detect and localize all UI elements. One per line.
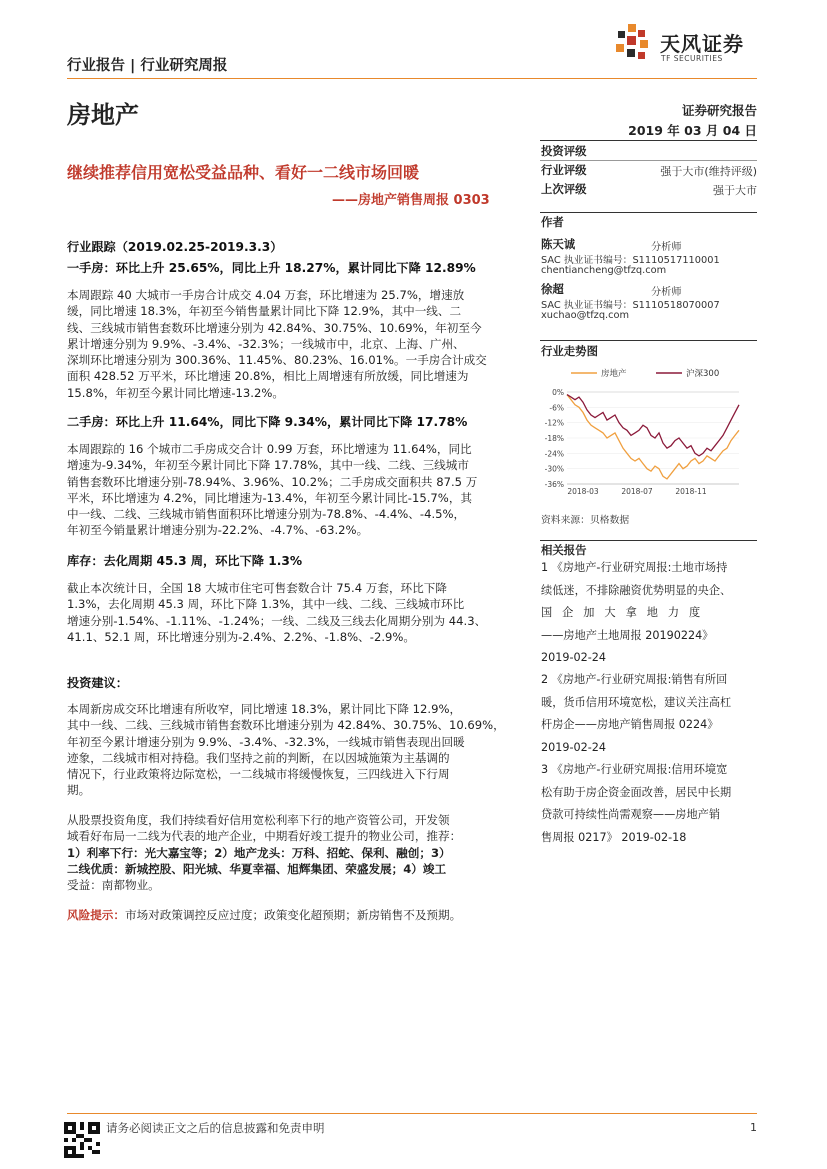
new-home-heading: 一手房：环比上升 25.65%，同比上升 18.27%，累计同比下降 12.89% [67,261,476,275]
related-report-1: 1 《房地产-行业研究周报:土地市场持 续低迷，不排除融资优势明显的央企、 国 企 加 大 拿 地 力 度 ——房地产土地周报 20190224》 2019-02-24 [541,561,732,665]
chart-ytick-label: -18% [544,434,564,443]
brand-logo [612,22,762,70]
rating-label: 行业评级 [541,163,587,177]
report-date: 2019 年 03 月 04 日 [628,123,757,138]
risk-paragraph [67,907,522,923]
chart-xtick-label: 2018-11 [675,487,707,496]
chart-xtick-label: 2018-03 [567,487,599,496]
stock-paragraph: 从股票投资角度，我们持续看好信用宽松利率下行的地产资管公司，开发领 域看好布局一二线为代表的地产企业，中期看好竣工提升的物业公司，推荐： 1）利率下行：光大嘉宝等；2）地产龙头：万科、招蛇、保利、融创；3） 二线优质：新城控股、阳光城、华夏幸福、旭辉集团、荣盛发展；4）竣工 受益：南都物业。 [67,813,462,893]
second-home-paragraph: 本周跟踪的 16 个城市二手房成交合计 0.99 万套，环比增速为 11.64%，同比 增速为-9.34%，年初至今累计同比下降 17.78%，其中一线、二线、三线城市 销售套数环比增速分别-78.94%、3.96%、10.2%；二手房成交面积共 87.5 万 平米，环比增速为 4.2%，同比增速为-13.4%，年初至今累计同比-15.7%，其 中一线、二线、三线城市销售面积环比增速分别为-78.8%、-4.4%、-4.5%， 年初至今销量累计增速分别为-22.2%、-4.7%、-63.2%。 [67,442,478,538]
rating-heading: 投资评级 [541,144,587,158]
rating-value: 强于大市(维持评级) [660,165,757,178]
chart-ytick-label: -30% [544,464,564,474]
inventory-heading: 库存：去化周期 45.3 周，环比下降 1.3% [67,554,303,568]
prev-rating-label: 上次评级 [541,182,587,196]
breadcrumb: 行业报告 | 行业研究周报 [67,58,228,74]
related-report-3: 3 《房地产-行业研究周报:信用环境宽 松有助于房企资金面改善，居民中长期 贷款可持续性尚需观察——房地产销 售周报 0217》 2019-02-18 [541,763,732,844]
tracking-heading: 行业跟踪（2019.02.25-2019.3.3） [67,240,283,254]
brand-name-en: TF SECURITIES [661,54,723,63]
advice-heading: 投资建议： [67,676,128,690]
report-subtitle: ——房地产销售周报 0303 [332,193,490,208]
inventory-paragraph: 截止本次统计日，全国 18 大城市住宅可售套数合计 75.4 万套，环比下降 1.3%，去化周期 45.3 周，环比下降 1.3%，其中一线、二线、三线城市环比 增速分别-1.54%、-1.11%、-1.24%；一线、二线及三线去化周期分别为 44.3、 41.1、52.1 周，环比增速分别为-2.4%、2.2%、-1.8%、-2.9%。 [67,581,487,644]
author-heading: 作者 [541,215,564,229]
report-type: 证券研究报告 [681,103,757,118]
trend-rule [540,340,757,341]
author-1-name: 陈天诚 [541,237,576,251]
chart-xtick-label: 2018-07 [621,487,653,496]
page-number: 1 [750,1121,757,1134]
chart-ytick-label: -24% [544,449,564,459]
trend-heading: 行业走势图 [541,344,598,358]
chart-legend-label: 房地产 [601,369,627,379]
logo-mark-icon [612,22,656,66]
chart-series-line-1 [567,395,739,456]
related-report-2: 2 《房地产-行业研究周报:销售有所回 暖，货币信用环境宽松，建议关注高杠 杆房企——房地产销售周报 0224》 2019-02-24 [541,673,732,754]
related-rule [540,540,757,541]
footer-rule [67,1113,757,1114]
author-1-email: chentiancheng@tfzq.com [541,265,667,276]
chart-ytick-label: -36% [544,480,564,489]
chart-ytick-label: -6% [549,403,564,413]
rating-box [540,160,757,161]
chart-source: 资料来源：贝格数据 [541,515,630,526]
author-2-email: xuchao@tfzq.com [541,310,630,321]
second-home-heading: 二手房：环比上升 11.64%，同比下降 9.34%，累计同比下降 17.78% [67,415,468,429]
risk-label: 风险提示： [67,908,125,922]
author-rule [540,212,757,213]
chart-legend-label: 沪深300 [686,369,720,379]
chart-ytick-label: -12% [544,418,564,428]
advice-paragraph: 本周新房成交环比增速有所收窄，同比增速 18.3%，累计同比下降 12.9%， 其中一线、二线、三线城市销售套数环比增速分别为 42.84%、30.75%、10.69%， 年初至今累计增速分别为 9.9%、-3.4%、-32.3%，一线城市销售表现出回暖 迹象，二线城市相对持稳。我们坚持之前的判断，在以因城施策为主基调的 情况下，行业政策将边际宽松，一二线城市将缓慢恢复，三四线进入下行周 期。 [67,702,505,798]
author-1-title: 分析师 [651,242,682,253]
author-2-name: 徐超 [541,282,564,296]
author-2-sac: SAC 执业证书编号：S1110518070007 [541,300,720,311]
related-heading: 相关报告 [541,543,587,557]
prev-rating-value: 强于大市 [713,184,757,197]
footer-disclaimer: 请务必阅读正文之后的信息披露和免责申明 [106,1121,325,1135]
header-rule [67,78,757,79]
qr-code-icon [64,1122,100,1158]
sector-title: 房地产 [67,101,139,129]
report-title: 继续推荐信用宽松受益品种、看好一二线市场回暖 [67,163,420,182]
risk-text: 市场对政策调控反应过度；政策变化超预期；新房销售不及预期。 [124,908,462,922]
trend-chart [541,362,757,500]
new-home-paragraph: 本周跟踪 40 大城市一手房合计成交 4.04 万套，环比增速为 25.7%，增速放 缓，同比增速 18.3%，年初至今销售量累计同比下降 12.9%，其中一线、二 线、三线城市销售套数环比增速分别为 42.84%、30.75%、10.69%，年初至今 累计增速分别为 9.9%、-3.4%、-32.3%；一线城市中，北京、上海、广州、 深圳环比增速分别为 300.36%、11.45%、80.23%、16.01%。一手房合计成交 面积 428.52 万平米，环比增速 20.8%，相比上周增速有所放缓，同比增速为 15.8%，年初至今累计同比增速-13.2%。 [67,288,487,400]
rating-rule [540,140,757,141]
chart-ytick-label: 0% [552,388,564,397]
brand-name-cn: 天风证券 [660,32,744,56]
author-2-title: 分析师 [651,287,682,298]
author-1-sac: SAC 执业证书编号：S1110517110001 [541,255,720,266]
